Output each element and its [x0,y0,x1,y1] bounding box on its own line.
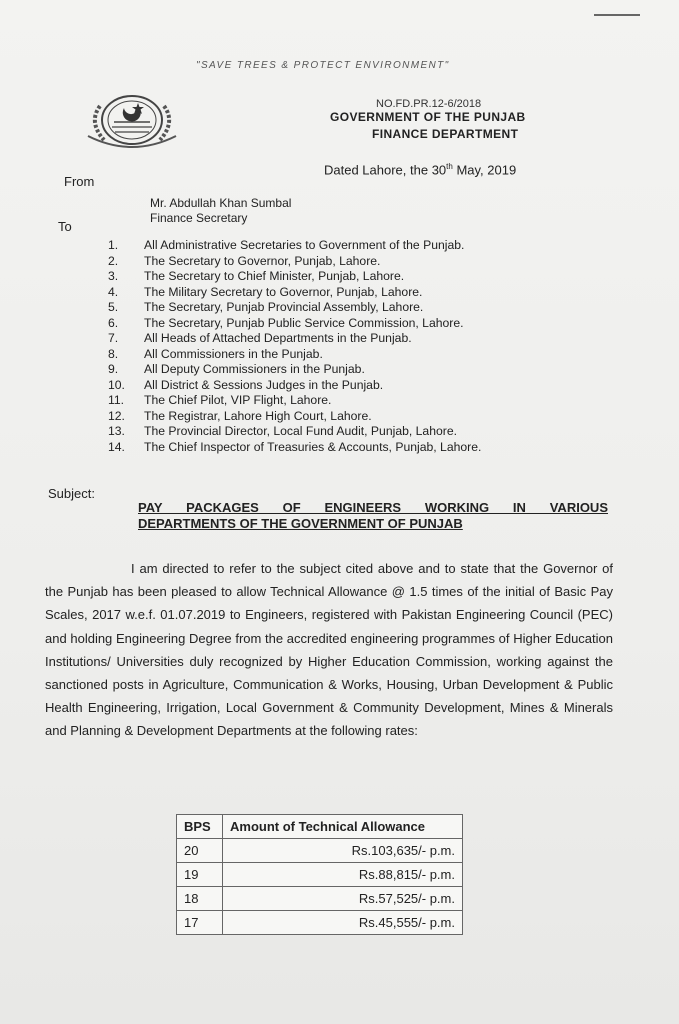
list-item [108,393,481,409]
list-item [108,300,481,316]
list-text: The Military Secretary to Governor, Punjab, Lahore. [144,284,423,299]
list-number: 2. [108,253,119,268]
list-item [108,316,481,332]
list-item [108,424,481,440]
subject-line-1: PAY PACKAGES OF ENGINEERS WORKING IN VARIOUS [138,500,608,515]
list-item [108,238,481,254]
corner-mark [594,14,640,16]
column-header-bps: BPS [177,815,223,839]
list-number: 7. [108,331,119,345]
to-label: To [58,219,72,234]
list-number: 9. [108,362,119,376]
list-item [108,285,481,301]
list-number: 5. [108,300,119,314]
list-text: The Chief Pilot, VIP Flight, Lahore. [144,393,332,407]
list-item [108,409,481,425]
list-number: 3. [108,269,119,283]
sender-title: Finance Secretary [150,211,248,225]
allowance-table [176,814,463,935]
list-text: All Commissioners in the Punjab. [144,346,323,361]
recipient-list [108,238,481,455]
column-header-amount: Amount of Technical Allowance [223,815,463,839]
list-number: 8. [108,346,119,361]
subject-text [138,500,608,532]
list-number: 4. [108,284,119,299]
list-number: 13. [108,424,125,438]
list-text: All Administrative Secretaries to Government of the Punjab. [144,238,465,252]
amount-cell: Rs.45,555/- p.m. [223,911,463,935]
date-ordinal: th [446,162,453,171]
list-text: The Provincial Director, Local Fund Audit, Punjab, Lahore. [144,424,457,438]
amount-cell: Rs.57,525/- p.m. [223,887,463,911]
list-number: 10. [108,377,125,392]
list-item [108,362,481,378]
list-text: The Secretary to Chief Minister, Punjab, Lahore. [144,269,405,283]
bps-cell: 18 [177,887,223,911]
list-item [108,331,481,347]
list-number: 11. [108,393,125,407]
amount-cell: Rs.103,635/- p.m. [223,839,463,863]
subject-line-2: DEPARTMENTS OF THE GOVERNMENT OF PUNJAB [138,516,463,531]
table-row [177,863,463,887]
motto: "SAVE TREES & PROTECT ENVIRONMENT" [196,60,450,71]
list-text: All Heads of Attached Departments in the Punjab. [144,331,412,345]
from-label: From [64,174,95,189]
reference-number: NO.FD.PR.12-6/2018 [376,98,482,110]
list-number: 6. [108,315,119,330]
bps-cell: 17 [177,911,223,935]
list-text: The Secretary, Punjab Public Service Commission, Lahore. [144,315,464,330]
list-item [108,347,481,363]
government-name: GOVERNMENT OF THE PUNJAB [330,110,526,124]
bps-cell: 20 [177,839,223,863]
date-rest: May, 2019 [452,162,517,178]
list-item [108,254,481,270]
list-text: The Chief Inspector of Treasuries & Accounts, Punjab, Lahore. [144,439,482,454]
amount-cell: Rs.88,815/- p.m. [223,863,463,887]
list-text: All Deputy Commissioners in the Punjab. [144,362,365,376]
date-prefix: Dated Lahore, the 30 [324,162,447,178]
department-name: FINANCE DEPARTMENT [372,127,519,141]
list-number: 14. [108,439,125,454]
list-item [108,440,481,456]
body-paragraph [45,557,613,743]
table-row [177,887,463,911]
list-text: All District & Sessions Judges in the Punjab. [144,377,384,392]
table-header-row [177,815,463,839]
list-number: 12. [108,408,125,423]
list-number: 1. [108,238,119,252]
list-item [108,269,481,285]
bps-cell: 19 [177,863,223,887]
list-item [108,378,481,394]
table-row [177,839,463,863]
subject-label: Subject: [48,486,95,501]
table-row [177,911,463,935]
list-text: The Secretary, Punjab Provincial Assembly, Lahore. [144,300,424,314]
sender-name: Mr. Abdullah Khan Sumbal [150,196,292,210]
list-text: The Secretary to Governor, Punjab, Lahore. [144,253,381,268]
body-text: I am directed to refer to the subject cited above and to state that the Governor of the Punjab has been pleased to allow Technical Allowance @ 1.5 times of the initial of Basic Pay Scales, 2017 w.e.f. 01.07.2019 to Engineers, registered with Pakistan Engineering Council (PEC) and holding Engineering Degree from the accredited engineering programmes of Higher Education Institutions/ Universities duly recognized by Higher Education Commission, working against the sanctioned posts in Agriculture, Communication & Works, Housing, Urban Development & Public Health Engineering, Irrigation, Local Government & Community Development, Mines & Minerals and Planning & Development Departments at the following rates: [45,561,613,739]
date-line [324,162,516,177]
punjab-emblem-icon [78,86,186,154]
list-text: The Registrar, Lahore High Court, Lahore. [144,408,372,423]
